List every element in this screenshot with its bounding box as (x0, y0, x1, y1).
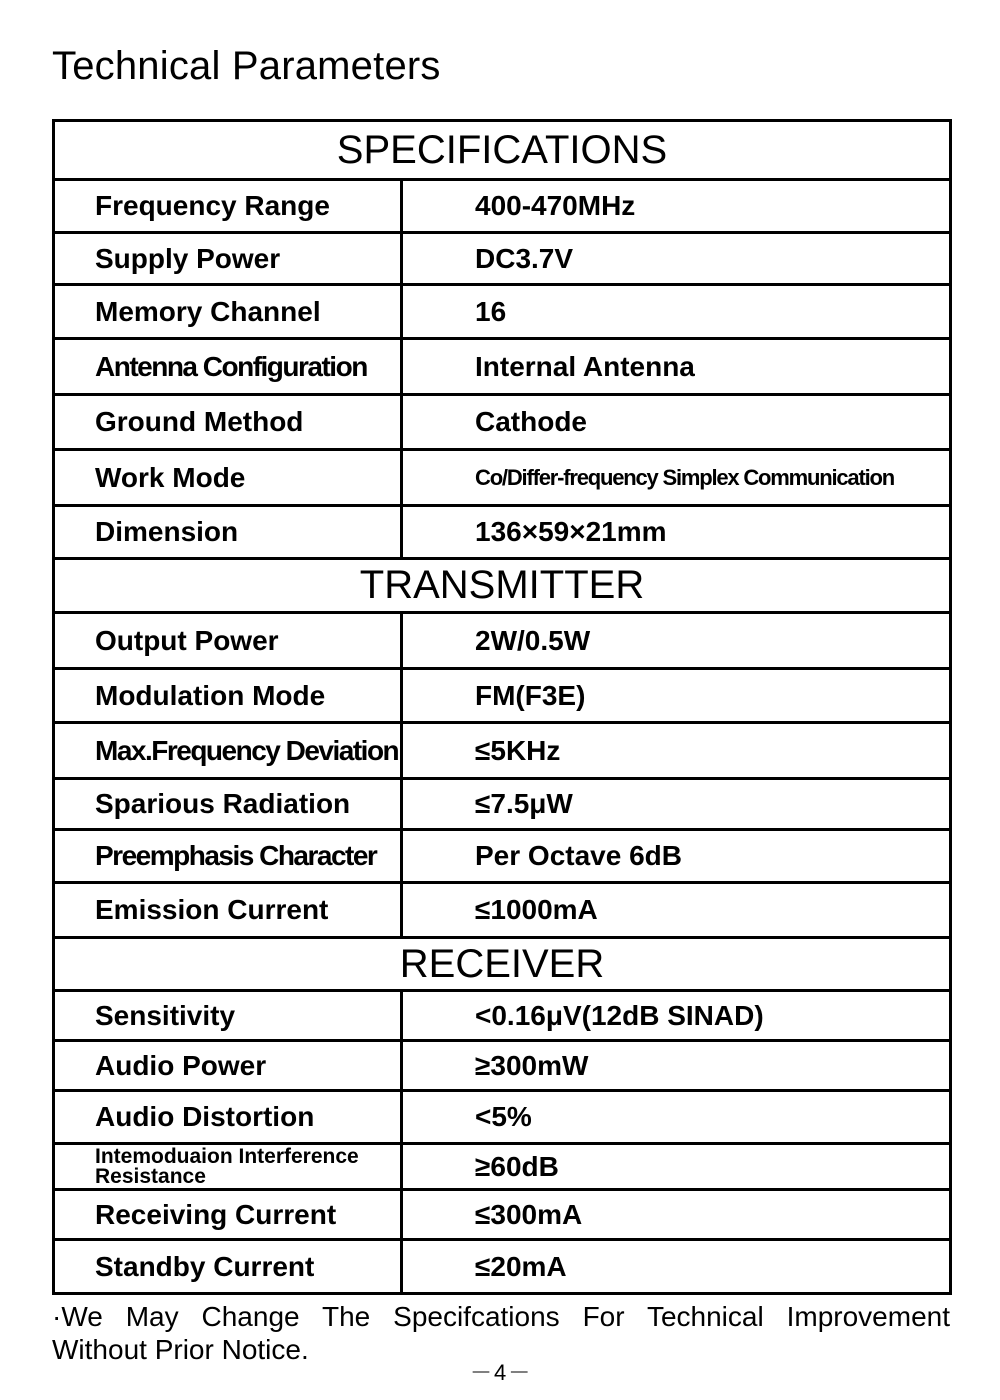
footnote-line: Without Prior Notice. (52, 1334, 309, 1365)
row-label: Dimension (55, 507, 403, 557)
row-value: <5% (475, 1101, 532, 1132)
table-row (55, 1191, 949, 1241)
row-label: Audio Distortion (55, 1092, 403, 1142)
row-value: ≥60dB (475, 1150, 559, 1182)
row-label: Supply Power (55, 234, 403, 283)
table-row (55, 1042, 949, 1092)
row-value: Cathode (475, 406, 587, 437)
table-row (55, 1241, 949, 1292)
row-value: DC3.7V (475, 242, 574, 274)
row-label: Preemphasis Character (55, 831, 403, 881)
row-label: Standby Current (55, 1241, 403, 1292)
table-row (55, 831, 949, 884)
spec-table (52, 119, 952, 1295)
row-label (55, 1145, 403, 1188)
table-row (55, 451, 949, 507)
page-number: －4－ (470, 1360, 533, 1385)
table-row (55, 234, 949, 286)
row-value: ≤1000mA (475, 894, 598, 925)
row-label: Sparious Radiation (55, 780, 403, 828)
row-value: Internal Antenna (475, 350, 695, 382)
row-label: Max.Frequency Deviation (55, 724, 403, 777)
row-value: ≤7.5μW (475, 788, 573, 819)
row-value: ≤300mA (475, 1198, 583, 1230)
footnote-line: ·We May Change The Specifcations For Technical Improvement (52, 1301, 950, 1332)
row-label: Receiving Current (55, 1191, 403, 1238)
table-row (55, 1145, 949, 1191)
page-title: Technical Parameters (52, 44, 441, 88)
row-label: Audio Power (55, 1042, 403, 1089)
table-row (55, 670, 949, 724)
row-value: ≤20mA (475, 1250, 567, 1282)
section-header-specifications: SPECIFICATIONS (55, 122, 949, 181)
section-header-transmitter: TRANSMITTER (55, 560, 949, 614)
row-value: Co/Differ-frequency Simplex Communication (475, 464, 894, 490)
row-value: Per Octave 6dB (475, 840, 682, 871)
row-label: Work Mode (55, 451, 403, 504)
table-row (55, 340, 949, 396)
row-label: Output Power (55, 614, 403, 667)
row-label-line: Intemoduaion Interference (95, 1144, 359, 1168)
row-label-line: Resistance (95, 1164, 206, 1188)
row-label: Antenna Configuration (55, 340, 403, 393)
row-value: 2W/0.5W (475, 624, 591, 656)
table-row (55, 884, 949, 939)
table-row (55, 1092, 949, 1145)
row-label: Memory Channel (55, 286, 403, 337)
row-value: 400-470MHz (475, 190, 636, 221)
row-label: Emission Current (55, 884, 403, 936)
row-label: Modulation Mode (55, 670, 403, 721)
table-row (55, 992, 949, 1042)
row-label: Ground Method (55, 396, 403, 448)
table-row (55, 286, 949, 340)
table-row (55, 780, 949, 831)
section-header-receiver: RECEIVER (55, 939, 949, 992)
row-label: Sensitivity (55, 992, 403, 1039)
row-value: 136×59×21mm (475, 516, 667, 547)
row-value: ≥300mW (475, 1049, 589, 1081)
row-value: 16 (475, 295, 507, 327)
table-row (55, 396, 949, 451)
row-value: <0.16μV(12dB SINAD) (475, 999, 764, 1031)
table-row (55, 724, 949, 780)
table-row (55, 181, 949, 234)
row-value: ≤5KHz (475, 734, 561, 766)
table-row (55, 614, 949, 670)
row-value: FM(F3E) (475, 679, 586, 711)
table-row (55, 507, 949, 560)
row-label: Frequency Range (55, 181, 403, 231)
